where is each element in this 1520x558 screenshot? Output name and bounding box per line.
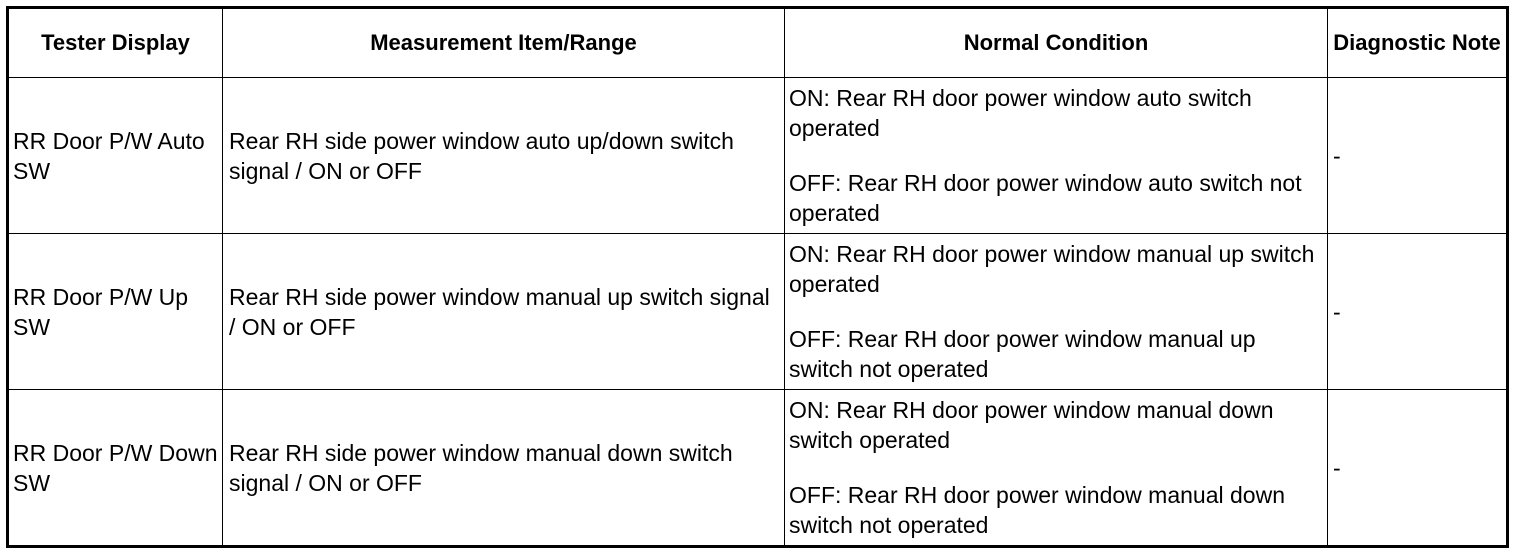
header-normal-condition: Normal Condition	[785, 8, 1328, 78]
tester-display-cell: RR Door P/W Down SW	[8, 390, 223, 547]
condition-on-text: ON: Rear RH door power window manual up switch operated	[789, 241, 1315, 297]
table-body	[8, 78, 1508, 547]
condition-off-text: OFF: Rear RH door power window auto switch not operated	[789, 170, 1302, 226]
tester-display-cell: RR Door P/W Auto SW	[8, 78, 223, 234]
measurement-cell: Rear RH side power window manual up switch signal / ON or OFF	[223, 234, 785, 390]
condition-on-text: ON: Rear RH door power window manual down switch operated	[789, 397, 1274, 453]
header-row	[8, 8, 1508, 78]
data-monitor-table	[6, 6, 1509, 548]
table-row	[8, 234, 1508, 390]
header-diagnostic-note: Diagnostic Note	[1328, 8, 1508, 78]
normal-condition-cell	[785, 390, 1328, 547]
header-measurement-item-range: Measurement Item/Range	[223, 8, 785, 78]
header-tester-display: Tester Display	[8, 8, 223, 78]
measurement-cell: Rear RH side power window manual down switch signal / ON or OFF	[223, 390, 785, 547]
condition-off-text: OFF: Rear RH door power window manual down switch not operated	[789, 482, 1285, 538]
table-row	[8, 390, 1508, 547]
diagnostic-note-cell: -	[1328, 78, 1508, 234]
condition-off-text: OFF: Rear RH door power window manual up switch not operated	[789, 326, 1256, 382]
condition-on-text: ON: Rear RH door power window auto switch operated	[789, 85, 1252, 141]
normal-condition-cell	[785, 234, 1328, 390]
table-row	[8, 78, 1508, 234]
tester-display-cell: RR Door P/W Up SW	[8, 234, 223, 390]
diagnostic-note-cell: -	[1328, 390, 1508, 547]
table-header	[8, 8, 1508, 78]
normal-condition-cell	[785, 78, 1328, 234]
measurement-cell: Rear RH side power window auto up/down switch signal / ON or OFF	[223, 78, 785, 234]
diagnostic-note-cell: -	[1328, 234, 1508, 390]
